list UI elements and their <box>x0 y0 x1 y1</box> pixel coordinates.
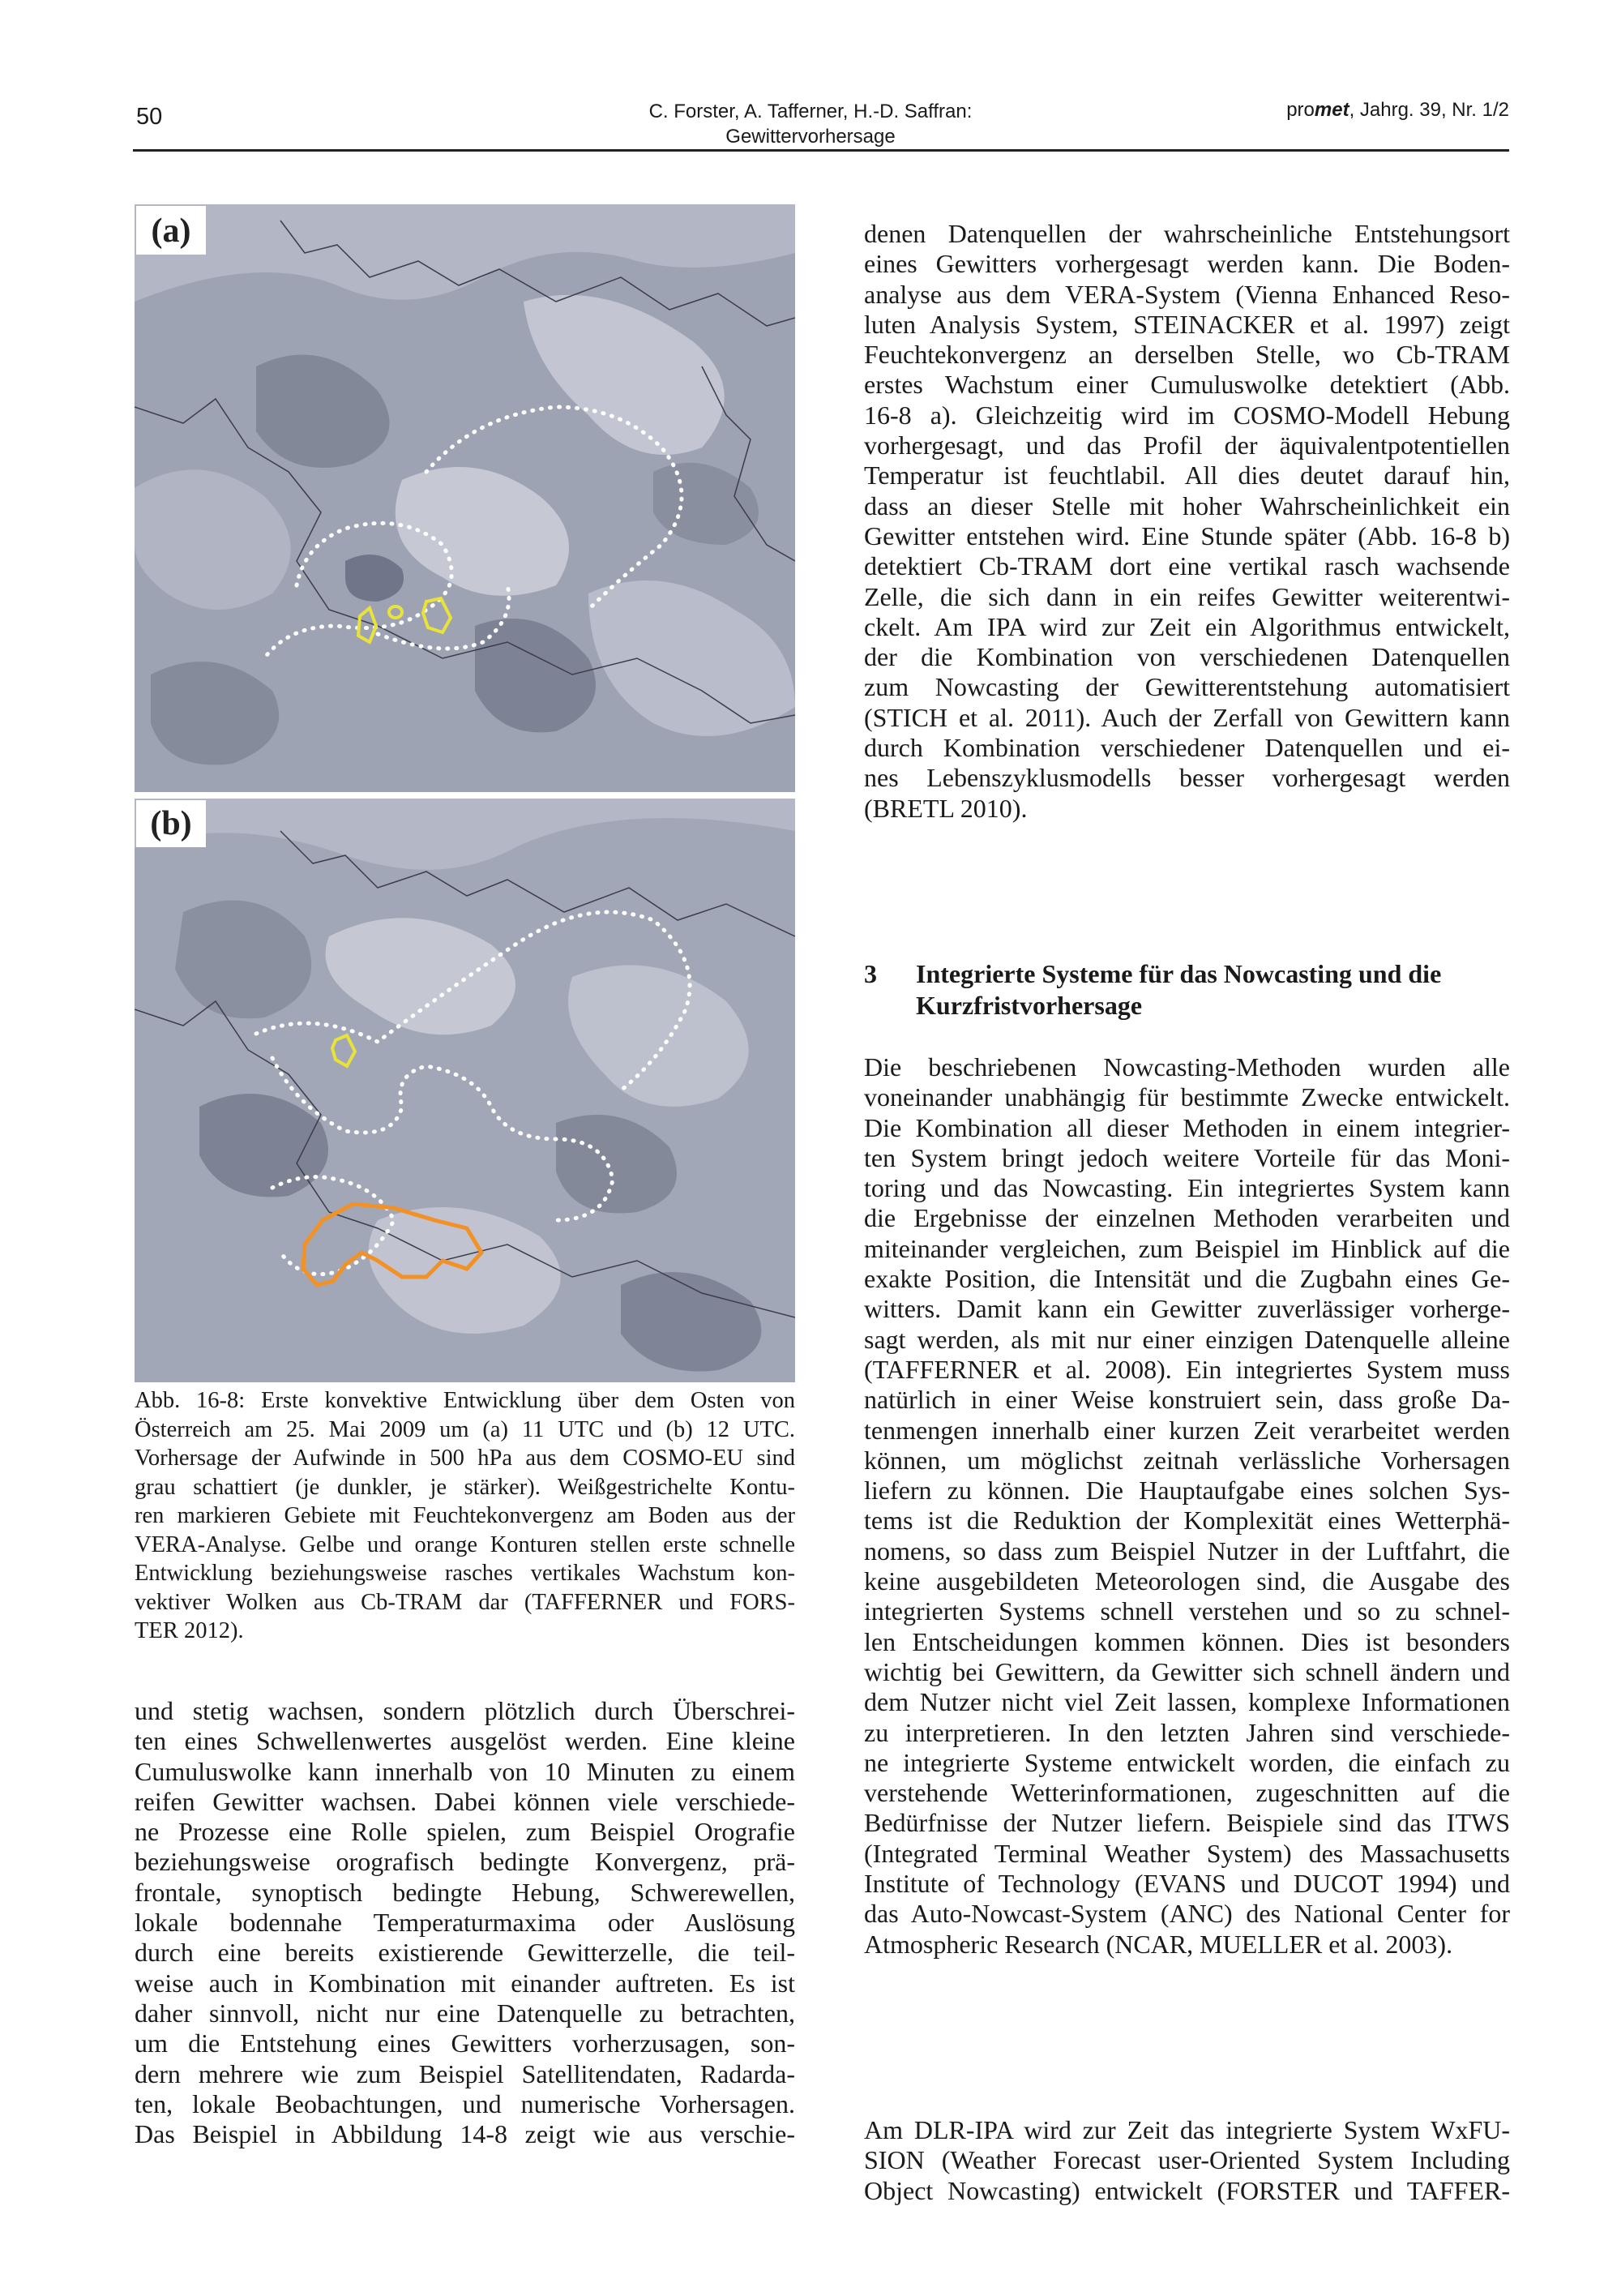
panel-a-label: (a) <box>151 212 191 250</box>
text-line: zu interpretieren. In den letzten Jahren sind verschiede- <box>864 1717 1510 1747</box>
right-column-text-mid <box>864 1052 1510 1960</box>
text-line: miteinander vergleichen, zum Beispiel im Hinblick auf die <box>864 1233 1510 1263</box>
text-line: eines Gewitters vorhergesagt werden kann. Die Boden- <box>864 249 1510 279</box>
text-line: toring und das Nowcasting. Ein integriertes System kann <box>864 1173 1510 1203</box>
page-number: 50 <box>136 104 163 130</box>
text-line: Die Kombination all dieser Methoden in einem integrier- <box>864 1112 1510 1142</box>
section-title-line: Integrierte Systeme für das Nowcasting und die <box>916 959 1442 988</box>
text-line: denen Datenquellen der wahrscheinliche Entstehungsort <box>864 219 1510 248</box>
figure-panel-a <box>135 204 795 792</box>
caption-line: Abb. 16-8: Erste konvektive Entwicklung über dem Osten von <box>135 1388 795 1413</box>
text-line: (BRETL 2010). <box>864 793 1028 823</box>
text-line: Temperatur ist feuchtlabil. All dies deutet darauf hin, <box>864 460 1510 490</box>
text-line: das Auto-Nowcast-System (ANC) des National Center for <box>864 1899 1510 1929</box>
text-line: integrierten Systems schnell verstehen und so zu schnel- <box>864 1596 1510 1626</box>
left-column-text <box>135 1696 795 2149</box>
text-line: vorhergesagt, und das Profil der äquivalentpotentiellen <box>864 430 1510 460</box>
caption-line: grau schattiert (je dunkler, je stärker). Weißgestrichelte Kontu- <box>135 1474 795 1500</box>
map-b-graphic <box>135 799 795 1382</box>
text-line: SION (Weather Forecast user-Oriented System Including <box>864 2145 1510 2175</box>
caption-line: Vorhersage der Aufwinde in 500 hPa aus dem COSMO-EU sind <box>135 1446 795 1471</box>
text-line: ten eines Schwellenwertes ausgelöst werden. Eine kleine <box>135 1726 795 1756</box>
text-line: wichtig bei Gewittern, da Gewitter sich schnell ändern und <box>864 1656 1510 1686</box>
panel-b-label: (b) <box>150 805 192 842</box>
journal-rest: , Jahrg. 39, Nr. 1/2 <box>1349 99 1509 121</box>
text-line: (Integrated Terminal Weather System) des Massachusetts <box>864 1838 1510 1868</box>
text-line: dass an dieser Stelle mit hoher Wahrscheinlichkeit ein <box>864 490 1510 520</box>
text-line: Object Nowcasting) entwickelt (FORSTER und TAFFER- <box>864 2175 1510 2205</box>
caption-line: Österreich am 25. Mai 2009 um (a) 11 UTC und (b) 12 UTC. <box>135 1416 795 1442</box>
right-column-text-bottom <box>864 2115 1510 2206</box>
text-line: ckelt. Am IPA wird zur Zeit ein Algorithmus entwickelt, <box>864 611 1510 641</box>
text-line: zum Nowcasting der Gewitterentstehung automatisiert <box>864 672 1510 702</box>
text-line: liefern zu können. Die Hauptaufgabe eines solchen Sys- <box>864 1476 1510 1506</box>
text-line: reifen Gewitter wachsen. Dabei können viele verschiede- <box>135 1786 795 1816</box>
text-line: tenmengen innerhalb einer kurzen Zeit verarbeitet werden <box>864 1415 1510 1445</box>
caption-line: vektiver Wolken aus Cb-TRAM dar (TAFFERNER und FORS- <box>135 1589 795 1615</box>
text-line: voneinander unabhängig für bestimmte Zwecke entwickelt. <box>864 1082 1510 1112</box>
text-line: Am DLR-IPA wird zur Zeit das integrierte System WxFU- <box>864 2115 1510 2144</box>
text-line: ten, lokale Beobachtungen, und numerische Vorhersagen. <box>135 2088 795 2118</box>
text-line: Cumuluswolke kann innerhalb von 10 Minuten zu einem <box>135 1756 795 1786</box>
text-line: Die beschriebenen Nowcasting-Methoden wurden alle <box>864 1052 1510 1082</box>
header-rule <box>133 149 1509 152</box>
text-line: Feuchtekonvergenz an derselben Stelle, wo Cb-TRAM <box>864 340 1510 370</box>
text-line: (STICH et al. 2011). Auch der Zerfall von Gewittern kann <box>864 702 1510 732</box>
running-header-authors <box>454 99 1167 149</box>
text-line: tems ist die Reduktion der Komplexität eines Wetterphä- <box>864 1506 1510 1536</box>
text-line: Gewitter entstehen wird. Eine Stunde später (Abb. 16-8 b) <box>864 520 1510 550</box>
text-line: um die Entstehung eines Gewitters vorherzusagen, son- <box>135 2028 795 2058</box>
text-line: dem Nutzer nicht viel Zeit lassen, komplexe Informationen <box>864 1687 1510 1717</box>
text-line: luten Analysis System, STEINACKER et al. 1997) zeigt <box>864 309 1510 339</box>
journal-info <box>1286 99 1509 122</box>
text-line: nes Lebenszyklusmodells besser vorhergesagt werden <box>864 763 1510 793</box>
figure-panel-b <box>135 799 795 1382</box>
text-line: detektiert Cb-TRAM dort eine vertikal rasch wachsende <box>864 551 1510 581</box>
text-line: dern mehrere wie zum Beispiel Satellitendaten, Radarda- <box>135 2058 795 2088</box>
text-line: daher sinnvoll, nicht nur eine Datenquelle zu betrachten, <box>135 1998 795 2028</box>
text-line: (TAFFERNER et al. 2008). Ein integriertes System muss <box>864 1354 1510 1384</box>
section-heading <box>864 958 1510 1022</box>
caption-line: Entwicklung beziehungsweise rasches vertikales Wachstum kon- <box>135 1561 795 1586</box>
header-authors: C. Forster, A. Tafferner, H.-D. Saffran: <box>648 101 973 122</box>
text-line: ne Prozesse eine Rolle spielen, zum Beispiel Orografie <box>135 1817 795 1847</box>
text-line: ten System bringt jedoch weitere Vorteile für das Moni- <box>864 1142 1510 1172</box>
figure-caption <box>135 1386 795 1646</box>
text-line: frontale, synoptisch bedingte Hebung, Schwerewellen, <box>135 1877 795 1907</box>
text-line: ne integrierte Systeme entwickelt worden, die einfach zu <box>864 1747 1510 1777</box>
text-line: können, um möglichst zeitnah verlässliche Vorhersagen <box>864 1445 1510 1475</box>
journal-mark: met <box>1314 99 1349 121</box>
text-line: Institute of Technology (EVANS und DUCOT 1994) und <box>864 1869 1510 1899</box>
text-line: exakte Position, die Intensität und die Zugbahn eines Ge- <box>864 1264 1510 1294</box>
text-line: 16-8 a). Gleichzeitig wird im COSMO-Modell Hebung <box>864 400 1510 430</box>
text-line: len Entscheidungen kommen können. Dies ist besonders <box>864 1626 1510 1656</box>
text-line: erstes Wachstum einer Cumuluswolke detektiert (Abb. <box>864 370 1510 400</box>
caption-line: VERA-Analyse. Gelbe und orange Konturen stellen erste schnelle <box>135 1531 795 1557</box>
text-line: Bedürfnisse der Nutzer liefern. Beispiele sind das ITWS <box>864 1808 1510 1838</box>
text-line: lokale bodennahe Temperaturmaxima oder Auslösung <box>135 1908 795 1938</box>
text-line: Atmospheric Research (NCAR, MUELLER et al. 2003). <box>864 1929 1453 1959</box>
text-line: Zelle, die sich dann in ein reifes Gewitter weiterentwi- <box>864 581 1510 611</box>
text-line: weise auch in Kombination mit einander auftreten. Es ist <box>135 1968 795 1998</box>
journal-prefix: pro <box>1286 99 1315 121</box>
text-line: keine ausgebildeten Meteorologen sind, die Ausgabe des <box>864 1566 1510 1596</box>
section-number: 3 <box>864 959 877 988</box>
text-line: durch Kombination verschiedener Datenquellen und ei- <box>864 733 1510 763</box>
text-line: verstehende Wetterinformationen, zugeschnitten auf die <box>864 1778 1510 1808</box>
text-line: witters. Damit kann ein Gewitter zuverlässiger vorherge- <box>864 1294 1510 1324</box>
text-line: und stetig wachsen, sondern plötzlich durch Überschrei- <box>135 1696 795 1725</box>
text-line: nomens, so dass zum Beispiel Nutzer in der Luftfahrt, die <box>864 1536 1510 1566</box>
map-a-graphic <box>135 204 795 792</box>
text-line: sagt werden, als mit nur einer einzigen Datenquelle alleine <box>864 1324 1510 1354</box>
text-line: die Ergebnisse der einzelnen Methoden verarbeiten und <box>864 1203 1510 1233</box>
text-line: beziehungsweise orografisch bedingte Konvergenz, prä- <box>135 1847 795 1877</box>
right-column-text-top <box>864 219 1510 824</box>
caption-line: TER 2012). <box>135 1618 244 1643</box>
caption-line: ren markieren Gebiete mit Feuchtekonvergenz am Boden aus der <box>135 1503 795 1528</box>
section-title-line: Kurzfristvorhersage <box>916 991 1143 1020</box>
text-line: Das Beispiel in Abbildung 14-8 zeigt wie aus verschie- <box>135 2119 795 2149</box>
text-line: analyse aus dem VERA-System (Vienna Enhanced Reso- <box>864 279 1510 309</box>
text-line: der die Kombination von verschiedenen Datenquellen <box>864 642 1510 672</box>
header-title: Gewittervorhersage <box>725 126 896 148</box>
text-line: durch eine bereits existierende Gewitterzelle, die teil- <box>135 1938 795 1968</box>
text-line: natürlich in einer Weise konstruiert sein, dass große Da- <box>864 1385 1510 1415</box>
